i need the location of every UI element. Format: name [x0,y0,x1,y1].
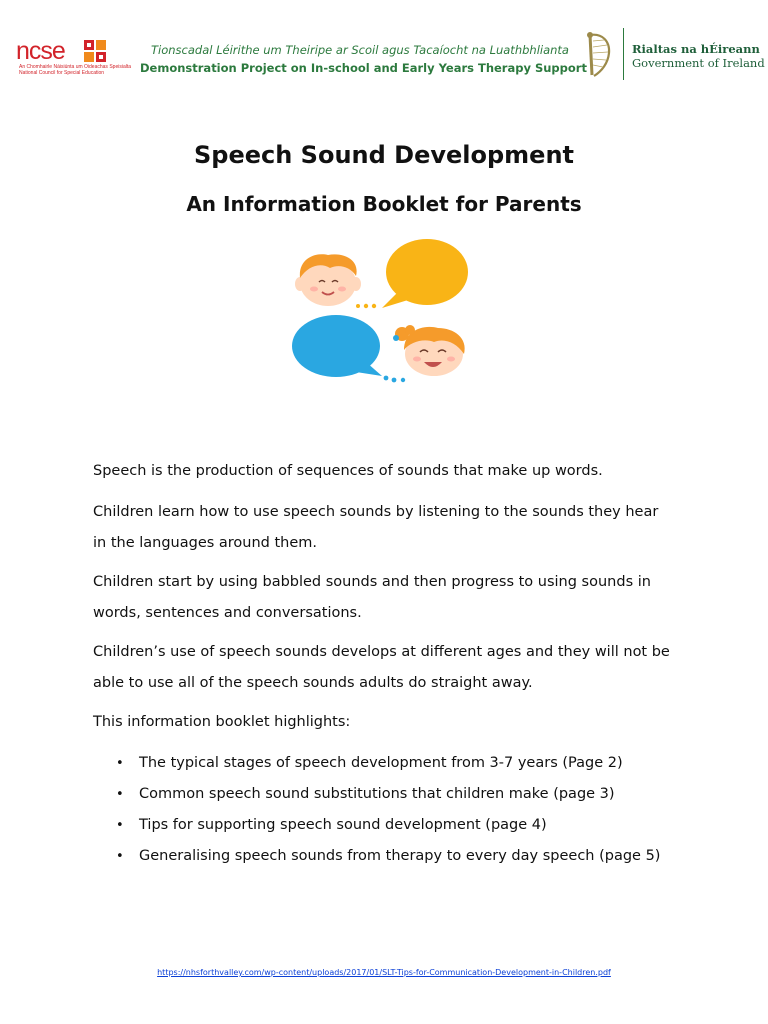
government-name-english: Government of Ireland [632,56,765,70]
ncse-wordmark: ncse [16,37,65,65]
page-subtitle: An Information Booklet for Parents [186,192,582,216]
ncse-subtitle-irish: An Chomhairle Náisiúnta um Oideachas Speisialta [19,64,132,70]
speech-bubble-blue-icon [292,315,405,382]
speech-bubble-orange-icon [356,239,468,308]
highlight-item: Generalising speech sounds from therapy to every day speech (page 5) [139,848,661,864]
highlight-item: Common speech sound substitutions that children make (page 3) [139,786,615,802]
header-divider [623,28,624,80]
source-link[interactable]: https://nhsforthvalley.com/wp-content/uploads/2017/01/SLT-Tips-for-Communication-Development-in-Children.pdf [157,968,611,977]
intro-paragraph-1: Speech is the production of sequences of sounds that make up words. [93,463,603,479]
harp-icon [584,31,614,79]
intro-paragraph-2: Children learn how to use speech sounds by listening to the sounds they hear in the languages around them. [93,504,659,551]
highlight-item: The typical stages of speech development from 3-7 years (Page 2) [139,755,623,771]
ncse-logo [16,37,132,78]
bullet-icon: • [116,787,124,802]
intro-paragraph-4: Children’s use of speech sounds develops at different ages and they will not be able to use all of the speech sounds adults do straight away. [93,644,670,691]
project-title-irish: Tionscadal Léirithe um Theiripe ar Scoil agus Tacaíocht na Luathbhlianta [151,43,569,57]
ncse-subtitle-english: National Council for Special Education [19,70,105,76]
girl-face-icon [393,325,465,376]
highlight-item: Tips for supporting speech sound development (page 4) [139,817,547,833]
bullet-icon: • [116,818,124,833]
intro-paragraph-3: Children start by using babbled sounds and then progress to using sounds in words, sentences and conversations. [93,574,651,621]
ncse-mark-icon [84,40,106,62]
project-title-english: Demonstration Project on In-school and Early Years Therapy Support [140,61,587,75]
bullet-icon: • [116,849,124,864]
bullet-icon: • [116,756,124,771]
government-name-irish: Rialtas na hÉireann [632,42,760,56]
highlights-intro: This information booklet highlights: [93,714,351,730]
boy-face-icon [295,254,361,306]
page-title: Speech Sound Development [193,141,575,169]
children-talking-illustration [286,238,486,388]
